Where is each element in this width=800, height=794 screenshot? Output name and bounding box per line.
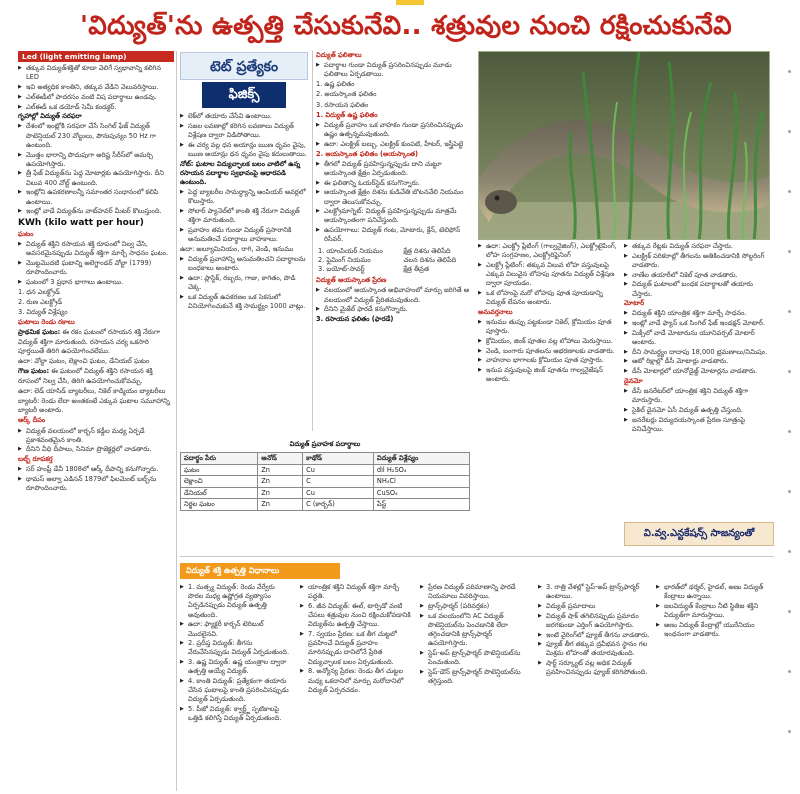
kwh-unit-line: KWh (kilo watt per hour): [18, 217, 144, 228]
list-item: ▶ ఉదా: ఎలక్ట్రిక్ బల్బు, ఎలక్ట్రిక్ కుంపటి, హీటర్, ఇస్త్రీపెట్టె: [316, 140, 472, 149]
table-cell: Cu: [303, 487, 374, 499]
margin-dot: [788, 610, 791, 613]
list-item: ▶ యాంత్రిక శక్తిని విద్యుత్ శక్తిగా మార్చే పద్ధతి.: [300, 583, 412, 601]
generation-methods-section: [180, 556, 774, 792]
list-item: ▶ ఎలక్ట్రిక్ పరికరాల్లో తీగలను అతికించడానికి సోల్డరింగ్ వాడతారు.: [624, 252, 774, 270]
table-cell: CuSO₄: [373, 487, 469, 499]
primary-cell-text: ఈ రకం ఘటంలో రసాయన శక్తి నేరుగా విద్యుత్ శక్తిగా మారుతుంది. రసాయన చర్య ఒకసారి పూర్తయితే తిరిగి ఉపయోగించలేము.: [18, 328, 161, 355]
battery-note: బ్యాటరీ: రెండు లేదా అంతకంటే ఎక్కువ ఘటాల సమూహాన్ని బ్యాటరీ అంటారు.: [18, 396, 170, 415]
list-item: ▶ జనరేటర్లు విద్యుదయస్కాంత ప్రేరణ సూత్రంపై పనిచేస్తాయి.: [624, 416, 774, 434]
list-item: ▶ దీనిని వీధి దీపాలు, సినిమా ప్రొజెక్టర్లలో వాడతారు.: [18, 445, 174, 454]
column-divider: [176, 51, 177, 791]
list-item: ▶ ప్రవాహం తమ గుండా విద్యుత్ ప్రసారానికి అనుమతించే పదార్థాలు వాహకాలు.: [180, 226, 310, 244]
list-item: ▶ 4. కాంతి విద్యుత్: ప్రత్యేకంగా తయారు చేసిన ఘటాలపై కాంతి ప్రసరించినప్పుడు విద్యుత్ ఏర్పడుతుంది.: [180, 677, 292, 705]
bulb-heading: బల్బ్ రూపకర్త: [18, 455, 53, 464]
list-item: ▶ ఇవి అత్యధిక కాంతిని, తక్కువ వేడిని వెలువరిస్తాయి.: [18, 83, 174, 92]
induction-heading: విద్యుత్ అయస్కాంత ప్రేరణ: [316, 276, 387, 285]
special-banner: [180, 52, 308, 109]
generation-column-1: [180, 583, 292, 789]
generation-column-3: [420, 583, 532, 789]
electric-eel-photo: [478, 51, 770, 240]
column-led-and-cells: [18, 51, 174, 791]
cell-types-heading: ఘటాలు రెండు రకాలు: [18, 318, 75, 327]
list-item: ▶ 2. ప్రదీప్త విద్యుత్: తీగను వేరుచేసినప్పుడు విద్యుత్ ఏర్పడుతుంది.: [180, 639, 292, 657]
column-header: విద్యుత్ విశ్లేష్యం: [373, 453, 469, 465]
list-item: ▶ తీగలో విద్యుత్ ప్రవహిస్తున్నప్పుడు దాని చుట్టూ అయస్కాంత క్షేత్రం ఏర్పడుతుంది.: [316, 160, 472, 178]
cell-heading: ఘటం: [18, 229, 34, 238]
table-row: [181, 487, 470, 499]
table-cell: Zn: [258, 499, 303, 511]
list-item: ▶ 1. మత్స్య విద్యుత్: రెండు వేర్వేరు పొరల మధ్య ఉష్ణోగ్రత వ్యత్యాసం ఏర్పడినప్పుడు విద్యుత్ ఉత్పత్తి అవుతుంది.: [180, 583, 292, 620]
list-item: ▶ వలయంలో అయస్కాంత అభివాహంలో మార్పు జరిగితే ఆ వలయంలో విద్యుత్ ప్రేరితమవుతుంది.: [316, 286, 472, 304]
list-item: ▶ ఇనుప వస్తువులపై జింక్ పూతను గాల్వనైజేషన్ అంటారు.: [478, 366, 618, 384]
effect-type: 3. రసాయన ఫలితం: [316, 100, 369, 109]
column-motor: [624, 242, 774, 532]
table-cell: Zn: [258, 476, 303, 488]
margin-dot: [788, 430, 791, 433]
column-electroplating: [478, 242, 618, 532]
list-item: ▶ విద్యుత్ ఘటాలలో బంధక పదార్థాలతో తయారు చేస్తారు.: [624, 280, 774, 298]
list-item: ▶ ఉదా: ఎలక్ట్రో ప్లేటింగ్ (గాల్వనైజింగ్), ఎలక్ట్రోటైపింగ్, లోహ సంగ్రహణం, ఎలక్ట్రోరిఫైనింగ్: [478, 242, 618, 260]
table-cell: Zn: [258, 464, 303, 476]
dynamo-heading: డైనమో: [624, 376, 643, 385]
margin-dot: [788, 490, 791, 493]
table-cell: పేస్ట్: [373, 499, 469, 511]
cell-materials-table: [180, 440, 470, 560]
primary-cell-example: ఉదా: వోల్టా ఘటం, లెక్లాంచి ఘటం, డేనియల్ ఘటం: [18, 357, 150, 366]
chemical-effect-footer: 3. రసాయన ఫలితం (ఫారడే): [316, 314, 394, 323]
eel-illustration: [479, 52, 770, 240]
cell-part: 1. ధన ఎలక్ట్రోడ్: [18, 287, 60, 296]
table-header-row: [181, 453, 470, 465]
table-cell: క్షేత్ర తీవ్రత: [403, 264, 429, 273]
table-cell: నిర్జల ఘటం: [181, 499, 258, 511]
list-item: ▶ విద్యుత్ శక్తిని యాంత్రిక శక్తిగా మార్చే సాధనం.: [624, 309, 774, 318]
primary-cell-heading: ప్రాథమిక ఘటం:: [18, 328, 61, 337]
effect-type: 2. అయస్కాంత ఫలితం: [316, 90, 377, 99]
generation-list-5: [656, 583, 768, 639]
list-item: ▶ ఒక లోహంపై మరో లోహపు పూత పూయడాన్ని విద్యుత్ లేపనం అంటారు.: [478, 289, 618, 307]
secondary-cell-heading: గౌణ ఘటం:: [18, 367, 50, 376]
margin-dot: [788, 670, 791, 673]
list-item: ▶ ట్రాన్స్‌ఫార్మర్ (పరివర్తకం): [420, 602, 532, 611]
list-item: ▶ డీసీ మోటార్లలో యానోడైజ్డ్ మోటార్లను వాడతారు.: [624, 367, 774, 376]
materials-table: [180, 452, 470, 511]
list-item: ▶ 3. ఉష్ణ విద్యుత్: ఉష్ణ యంత్రాల ద్వారా ఉత్పత్తి అయ్యే విద్యుత్.: [180, 658, 292, 676]
table-cell: డేనియల్: [181, 487, 258, 499]
electroplating-list: [478, 242, 618, 307]
effect-type: 1. ఉష్ణ ఫలితం: [316, 80, 355, 89]
generation-list-1: [180, 583, 292, 724]
bulb-list: [18, 465, 174, 493]
list-item: ▶ ఉదా: ఫ్యాక్టరీ కార్బన్ టెరిబుల్ మొదలైనవి.: [180, 620, 292, 638]
list-item: ▶ సైకిల్ డైనమో ఏసీ విద్యుత్ ఉత్పత్తి చేస్తుంది.: [624, 406, 774, 415]
list-item: ▶ జలవిద్యుత్ కేంద్రాలు నీటి స్థితిజ శక్తిని విద్యుత్‌గా మారుస్తాయి.: [656, 602, 768, 620]
list-item: ▶ క్రోమియం, జింక్ పూతల వల్ల లోహాలు మెరుస్తాయి.: [478, 337, 618, 346]
table-cell: క్షేత్ర దిశను తెలిపేది: [403, 246, 451, 255]
list-item: ▶ సోలార్ ప్యానెల్‌లో కాంతి శక్తి నేరుగా విద్యుత్ శక్తిగా మారుతుంది.: [180, 207, 310, 225]
list-item: ▶ ఇంటి వైరింగ్‌లో ఫ్యూజ్ తీగను వాడతారు.: [538, 631, 650, 640]
list-item: ▶ వాహనాల భాగాలకు క్రోమియం పూత పూస్తారు.: [478, 356, 618, 365]
applications-list: [478, 318, 618, 384]
column-header: ఆనోడ్: [258, 453, 303, 465]
list-item: ▶ సజల లవణాల్లో కరిగిన లవణాలు విద్యుత్ విశ్లేషణ ద్వారా విడిపోతాయి.: [180, 122, 310, 140]
margin-dot: [788, 70, 791, 73]
list-item: ▶ దీని సామర్థ్యం దాదాపు 18,000 భ్రమణాలు/నిమిషం.: [624, 348, 774, 357]
home-supply-list: [18, 122, 174, 216]
cell-note: నోట్: ఘటాల విద్యుచ్ఛాలక బలం వాటిలో ఉన్న రసాయన పదార్థాల స్వభావంపై ఆధారపడి ఉంటుంది.: [180, 159, 301, 186]
list-item: ▶ 8. అన్యోన్య ప్రేరణ: రెండు తీగ చుట్టల మధ్య ఒకదానిలో మార్పు మరోదానిలో విద్యుత్ ఏర్పరచడం.: [300, 667, 412, 695]
list-item: ▶ ప్రేరణ విద్యుత్ పరిమాణాన్ని ఫారడే నియమాలు వివరిస్తాయి.: [420, 583, 532, 601]
list-item: ▶ తక్కువ విద్యుత్‌శక్తితో కూడా వెలిగే స్వభావాన్ని కలిగిన LED: [18, 64, 174, 82]
list-item: ▶ మొట్టమొదటి ఘటాన్ని అలెగ్జాండర్ వోల్టా (1799) రూపొందించారు.: [18, 259, 174, 277]
list-item: ▶ విద్యుత్ ప్రవాహాన్ని అనుమతించని పదార్థాలను బంధకాలు అంటారు.: [180, 255, 310, 273]
list-item: ▶ దేశంలో ఇంట్లోకి సరఫరా చేసే సింగిల్ ఫేజ్ విద్యుత్ పొటెన్షియల్ 230 వోల్టులు, పౌనఃపున్యం 50 Hz గా ఉంటుంది.: [18, 122, 174, 150]
margin-dot: [788, 370, 791, 373]
list-item: ▶ ఇంట్లో వాడే ఫ్యాన్ ఒక సింగిల్ ఫేజ్ ఇండక్షన్ మోటార్.: [624, 319, 774, 328]
list-item: ▶ 3. రాత్రి వేళల్లో స్టెప్-అప్ ట్రాన్స్‌ఫార్మర్ ఉంటాయి.: [538, 583, 650, 601]
applications-heading: అనువర్తనాలు: [478, 307, 513, 316]
banner-physics: ఫిజిక్స్: [202, 82, 286, 108]
table-row: [316, 247, 472, 256]
headline: 'విద్యుత్'ను ఉత్పత్తి చేసుకునేవి.. శత్రువుల నుంచి రక్షించుకునేవి: [80, 11, 732, 41]
generation-column-2: [300, 583, 412, 789]
list-item: ▶ ఒక విద్యుత్ ఉపకరణం ఒక సెకనులో వినియోగించుకునే శక్తి సామర్థ్యం 1000 వాట్లు.: [180, 293, 310, 311]
list-item: ▶ ఇంట్లోని ఉపకరణాలన్నీ సమాంతర సంధానంలో కలిపి ఉంటాయి.: [18, 188, 174, 206]
magnetic-effect-heading: 2. అయస్కాంత ఫలితం (అయస్కాంత): [316, 149, 419, 158]
led-list: [18, 64, 174, 112]
margin-dot: [788, 550, 791, 553]
table-cell: C (కార్బన్): [303, 499, 374, 511]
courtesy-box: వి.వ్వ.ఎన్ట‌కేష‌న్స్ సాజ‌న్యంతో: [624, 522, 774, 546]
generation-column-5: [656, 583, 768, 789]
margin-dot: [788, 130, 791, 133]
column-header: కాథోడ్: [303, 453, 374, 465]
right-margin: [780, 70, 800, 790]
table-cell: C: [303, 476, 374, 488]
list-item: ▶ మిక్సీలో వాడే మోటారును యూనివర్సల్ మోటార్ అంటారు.: [624, 329, 774, 347]
list-item: ▶ ఇంట్లో వాడే విద్యుత్‌ను వాట్‌హవర్ మీటర్ కొలుస్తుంది.: [18, 207, 174, 216]
list-item: ▶ స్టెప్-అప్ ట్రాన్స్‌ఫార్మర్ పొటెన్షియల్‌ను పెంచుతుంది.: [420, 649, 532, 667]
table-row: [181, 499, 470, 511]
secondary-cell-text: ఈ ఘటంలో విద్యుత్ శక్తిని రసాయన శక్తి రూపంలో నిల్వ చేసి, తిరిగి ఉపయోగించుకోవచ్చు.: [18, 367, 153, 385]
top-bar: [0, 0, 800, 4]
list-item: ▶ 7. స్వయం ప్రేరణ: ఒక తీగ చుట్టలో ప్రవహించే విద్యుత్ ప్రవాహం మారినప్పుడు దానిలోనే ప్రేరిత విద్యుచ్ఛాలక బలం ఏర్పడుతుంది.: [300, 630, 412, 667]
list-item: ▶ ఉపయోగాలు: విద్యుత్ గంట, మోటారు, క్రేన్, టెలిఫోన్ రిసీవర్.: [316, 226, 472, 244]
heat-effect-heading: 1. విద్యుత్ ఉష్ణ ఫలితం: [316, 110, 378, 119]
secondary-cell-example: ఉదా: లెడ్ యాసిడ్ బ్యాటరీలు, నికెల్ కాడ్మియం బ్యాటరీలు: [18, 386, 166, 395]
dynamo-list: [624, 387, 774, 434]
table-cell: dil H₂SO₄: [373, 464, 469, 476]
heat-effect-list: [316, 121, 472, 149]
list-item: ▶ డీసీ జనరేటర్‌లో యాంత్రిక శక్తిని విద్యుత్ శక్తిగా మారుస్తారు.: [624, 387, 774, 405]
list-item: ▶ ఇనుము తుప్పు పట్టకుండా నికెల్, క్రోమియం పూత పూస్తారు.: [478, 318, 618, 336]
table-row: [181, 476, 470, 488]
list-item: ▶ ఫ్యూజ్ తీగ తక్కువ ద్రవీభవన స్థానం గల మిశ్రమ లోహంతో తయారవుతుంది.: [538, 640, 650, 658]
list-item: ▶ ఎలక్ట్రో ప్లేటింగ్: తక్కువ విలువ లోహ వస్తువులపై ఎక్కువ విలువైన లోహపు పూతను విద్యుత్ విశ్లేషణ ద్వారా పూయడం.: [478, 261, 618, 289]
list-item: ▶ ఈ చర్య వల్ల ధన అయాన్లు ఋణ ధృవం వైపు, ఋణ అయాన్లు ధన ధృవం వైపు కదులుతాయి.: [180, 141, 310, 159]
table-row: [316, 265, 472, 274]
table-cell: 1. యాంపియర్ నియమం: [318, 246, 383, 255]
list-item: ▶ అయస్కాంత క్షేత్రం దిశను కుడిచేతి బొటనవేలి నియమం ద్వారా తెలుసుకోవచ్చు.: [316, 188, 472, 206]
list-item: ▶ పెద్ద బ్యాటరీల సామర్థ్యాన్ని ఆంపియర్ అవర్లలో కొలుస్తారు.: [180, 188, 310, 206]
banner-tet-special: టెట్ ప్రత్యేకం: [180, 52, 308, 80]
table-row: [181, 464, 470, 476]
list-item: ▶ ఎల్‌ఈడీ ఒక డయోడ్ సెమీ కండక్టర్.: [18, 103, 174, 112]
conductor-list-2: [180, 188, 310, 244]
list-item: ▶ విద్యుత్ షాక్ తగిలినప్పుడు ప్రమాదం జరగకుండా ఎర్తింగ్ ఉపయోగిస్తారు.: [538, 612, 650, 630]
list-item: ▶ తక్కువ రేట్లకు విద్యుత్ సరఫరా చేస్తారు.: [624, 242, 774, 251]
induction-list: [316, 286, 472, 314]
generation-list-2: [300, 583, 412, 695]
list-item: ▶ విద్యుత్ ప్రమాదాలు: [538, 602, 650, 611]
list-item: ▶ లెక్‌లో తయారు చేసేవి ఉంటాయి.: [180, 112, 310, 121]
list-item: ▶ అణు విద్యుత్ కేంద్రాల్లో యురేనియం ఇంధనంగా వాడతారు.: [656, 621, 768, 639]
list-item: ▶ విద్యుత్ వలయంలో కార్బన్ కడ్డీల మధ్య ఏర్పడే ప్రకాశవంతమైన కాంతి.: [18, 427, 174, 445]
cell-part: 2. రుణ ఎలక్ట్రోడ్: [18, 297, 63, 306]
list-item: ▶ నాణేల తయారీలో నికెల్ పూత వాడతారు.: [624, 271, 774, 280]
table-cell: ఘటం: [181, 464, 258, 476]
list-item: ▶ ఆటో రిక్షాల్లో డీసీ మోటార్లు వాడతారు.: [624, 357, 774, 366]
table-cell: 3. బయోట్-సావర్ట్: [318, 264, 365, 273]
list-item: ▶ వెండి, బంగారు పూతలను ఆభరణాలకు వాడతారు.: [478, 347, 618, 356]
list-item: ▶ ఘటంలో 3 ప్రధాన భాగాలు ఉంటాయి.: [18, 278, 174, 287]
effects-heading: విద్యుత్ ఫలితాలు: [316, 51, 362, 59]
list-item: ▶ ఒక వలయంలోని AC విద్యుత్ పొటెన్షియల్‌ను పెంచడానికి లేదా తగ్గించడానికి ట్రాన్స్‌ఫార్మర్ ఉపయోగిస్తారు.: [420, 612, 532, 649]
margin-dot: [788, 310, 791, 313]
list-item: ▶ స్టెప్-డౌన్ ట్రాన్స్‌ఫార్మర్ పొటెన్షియల్‌ను తగ్గిస్తుంది.: [420, 668, 532, 686]
column-header: పదార్థం పేరు: [181, 453, 258, 465]
generation-list-3: [420, 583, 532, 686]
list-item: ▶ 5. పీజో విద్యుత్: క్వార్ట్జ్ స్ఫటికాలపై ఒత్తిడి కలిగిస్తే విద్యుత్ ఏర్పడుతుంది.: [180, 705, 292, 723]
list-item: ▶ 6. జీవ విద్యుత్: ఈల్, టార్పిడో వంటి చేపలు శత్రువుల నుంచి రక్షించుకోవడానికి విద్యుత్‌ను ఉత్పత్తి చేస్తాయి.: [300, 602, 412, 630]
column-divider: [312, 51, 313, 431]
arc-lamp-list: [18, 427, 174, 455]
arc-lamp-heading: ఆర్క్ దీపం: [18, 416, 46, 425]
list-item: ▶ పదార్థాల గుండా విద్యుత్ ప్రసరించినప్పుడు మూడు ఫలితాలు ఏర్పడతాయి.: [316, 61, 472, 79]
motor-list: [624, 309, 774, 376]
list-item: ▶ దీనిని మైకేల్ ఫారడే కనుగొన్నారు.: [316, 305, 472, 314]
generation-list-4: [538, 583, 650, 678]
insulator-list: [180, 255, 310, 311]
generation-methods-title: విద్యుత్ శక్తి ఉత్పత్తి విధానాలు: [180, 563, 340, 579]
table-row: [316, 256, 472, 265]
table-caption: విద్యుత్ ప్రవాహక పదార్థాలు: [289, 440, 361, 448]
list-item: ▶ సర్ హంఫ్రీ డేవీ 1808లో ఆర్క్ దీపాన్ని కనుగొన్నారు.: [18, 465, 174, 474]
list-item: ▶ థామస్ ఆల్వా ఎడిసన్ 1879లో ఫిలమెంట్ బల్బ్‌ను రూపొందించారు.: [18, 475, 174, 493]
list-item: ▶ షార్ట్ సర్క్యూట్ వల్ల అధిక విద్యుత్ ప్రవహించినప్పుడు ఫ్యూజ్ కరిగిపోతుంది.: [538, 659, 650, 677]
table-cell: 2. ఫ్లెమింగ్ నియమం: [318, 255, 371, 264]
table-cell: చలన దిశను తెలిపేది: [403, 255, 457, 264]
table-cell: Cu: [303, 464, 374, 476]
list-item: ▶ భారత్‌లో థర్మల్, హైడల్, అణు విద్యుత్ కేంద్రాలు ఉన్నాయి.: [656, 583, 768, 601]
list-item: ▶ ఈ ఫలితాన్ని ఓయర్‌స్టెడ్ కనుగొన్నారు.: [316, 179, 472, 188]
conductor-list: [180, 112, 310, 159]
conductor-example: ఉదా: అల్యూమినియం, రాగి, వెండి, ఇనుము: [180, 244, 294, 253]
top-tab-marker: [396, 0, 424, 5]
list-item: ▶ ఎల్‌ఈడీలో పాదరసం వంటి విష పదార్థాలు ఉండవు.: [18, 93, 174, 102]
motor-heading: మోటార్: [624, 299, 645, 308]
misc-list: [624, 242, 774, 299]
margin-dot: [788, 250, 791, 253]
generation-column-4: [538, 583, 650, 789]
table-cell: Zn: [258, 487, 303, 499]
list-item: ▶ విద్యుత్ శక్తిని రసాయన శక్తి రూపంలో నిల్వ చేసి, అవసరమైనప్పుడు విద్యుత్ శక్తిగా మార్చే సాధనం ఘటం.: [18, 240, 174, 258]
led-heading: Led (light emitting lamp): [18, 51, 174, 62]
table-cell: NH₄Cl: [373, 476, 469, 488]
margin-dot: [788, 190, 791, 193]
table-cell: లెక్లాంచి: [181, 476, 258, 488]
rule-compare-table: [316, 247, 472, 275]
list-item: ▶ ఉదా: ప్లాస్టిక్, రబ్బరు, గాజు, కాగితం, పొడి చెక్క.: [180, 274, 310, 292]
list-item: ▶ విద్యుత్ ప్రవాహం ఒక వాహకం గుండా ప్రసరించినప్పుడు ఉష్ణం ఉత్పన్నమవుతుంది.: [316, 121, 472, 139]
list-item: ▶ త్రీ ఫేజ్ విద్యుత్‌ను పెద్ద మోటార్లకు ఉపయోగిస్తారు. దీని విలువ 400 వోల్ట్ ఉంటుంది.: [18, 169, 174, 187]
cell-part: 3. విద్యుత్ విశ్లేష్యం: [18, 308, 68, 317]
list-item: ▶ మొత్తం భారాన్ని పొదుపుగా అరిష్ట సీరీస్‌లో అమర్చి ఉపయోగిస్తారు.: [18, 151, 174, 169]
cell-list: [18, 240, 174, 287]
effects-intro: [316, 61, 472, 79]
margin-dot: [788, 730, 791, 733]
list-item: ▶ ఎలక్ట్రోమాగ్నెట్: విద్యుత్ ప్రవహిస్తున్నప్పుడు మాత్రమే అయస్కాంతంగా పనిచేస్తుంది.: [316, 207, 472, 225]
magnetic-effect-list: [316, 160, 472, 245]
home-supply-heading: గృహాల్లో విద్యుత్ సరఫరా: [18, 112, 82, 121]
